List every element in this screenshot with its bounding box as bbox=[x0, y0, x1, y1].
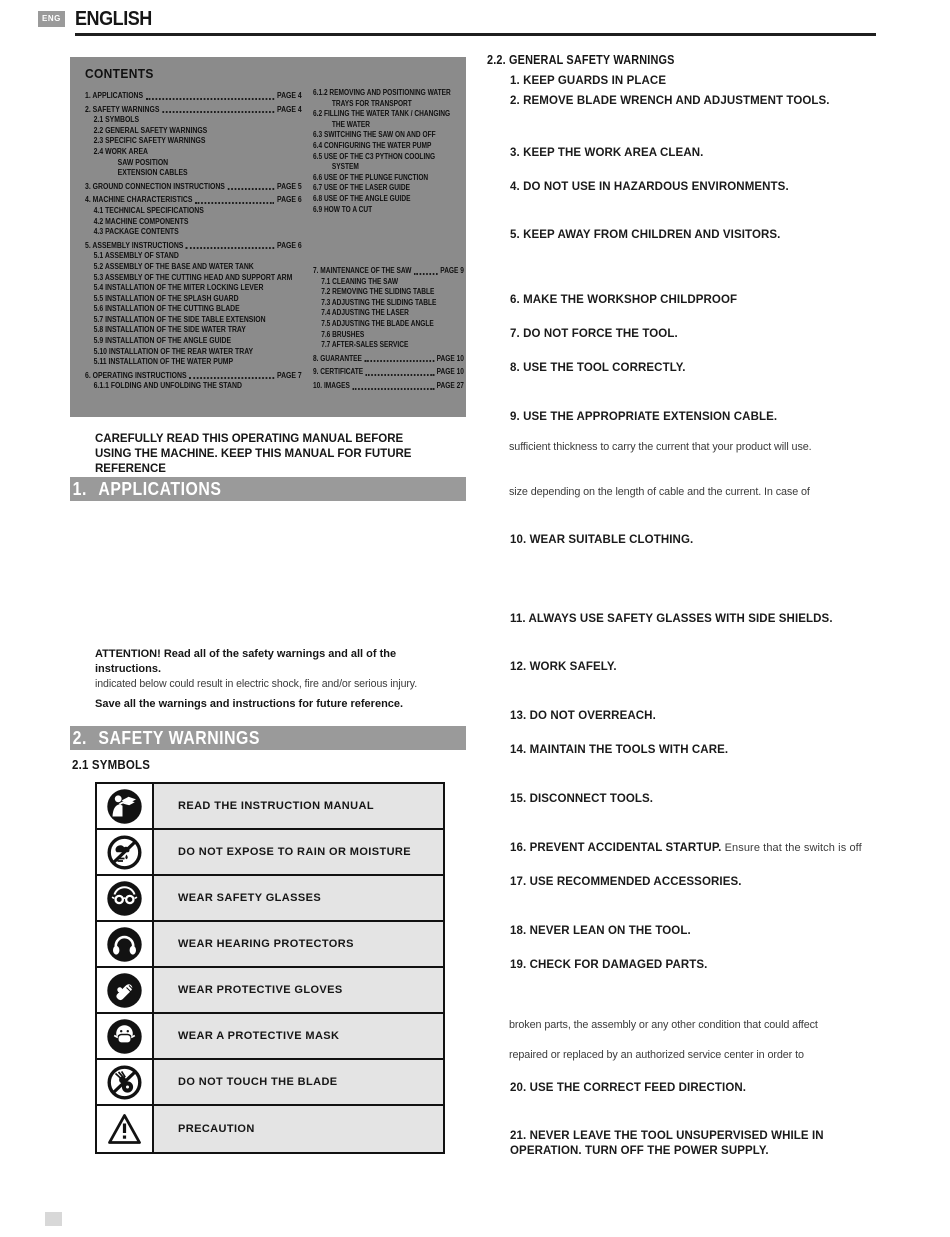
toc-entry-label: 7.2 REMOVING THE SLIDING TABLE bbox=[321, 287, 435, 297]
warning-item: 19. CHECK FOR DAMAGED PARTS. bbox=[510, 959, 708, 971]
warning-item: 20. USE THE CORRECT FEED DIRECTION. bbox=[510, 1082, 747, 1094]
toc-entry-label: 5.11 INSTALLATION OF THE WATER PUMP bbox=[93, 357, 234, 367]
toc-entry-label: 2.3 SPECIFIC SAFETY WARNINGS bbox=[93, 136, 206, 146]
protective-mask-icon bbox=[97, 1014, 154, 1058]
toc-entry-label: 7.7 AFTER-SALES SERVICE bbox=[321, 340, 409, 350]
symbol-label: WEAR SAFETY GLASSES bbox=[154, 876, 443, 920]
dotted-leader bbox=[364, 360, 434, 362]
contents-title: CONTENTS bbox=[85, 66, 154, 81]
toc-entry bbox=[94, 147, 302, 158]
toc-entry-label: 6.6 USE OF THE PLUNGE FUNCTION bbox=[313, 172, 429, 182]
warning-item: 18. NEVER LEAN ON THE TOOL. bbox=[510, 925, 691, 937]
toc-entry-label: 5.1 ASSEMBLY OF STAND bbox=[93, 251, 179, 261]
toc-entry-label: 5.5 INSTALLATION OF THE SPLASH GUARD bbox=[93, 293, 239, 303]
read-manual-icon bbox=[97, 784, 154, 828]
toc-entry-label: 7.6 BRUSHES bbox=[321, 329, 365, 339]
toc-entry-label: 7.5 ADJUSTING THE BLADE ANGLE bbox=[321, 318, 434, 328]
toc-entry bbox=[94, 273, 302, 284]
toc-entry-label: 6.7 USE OF THE LASER GUIDE bbox=[313, 183, 410, 193]
section-number: 1. bbox=[72, 479, 87, 499]
toc-entry-label: 6.5 USE OF THE C3 PYTHON COOLING SYSTEM bbox=[313, 151, 436, 172]
toc-entry bbox=[313, 381, 464, 392]
toc-entry-label: 6.8 USE OF THE ANGLE GUIDE bbox=[313, 193, 411, 203]
toc-entry bbox=[321, 308, 464, 319]
toc-entry bbox=[313, 173, 464, 184]
toc-entry-label: 4.2 MACHINE COMPONENTS bbox=[93, 216, 189, 226]
table-row bbox=[97, 830, 443, 876]
language-badge: ENG bbox=[38, 11, 65, 27]
attention-save-text: Save all the warnings and instructions for future reference. bbox=[95, 698, 404, 710]
dotted-leader bbox=[162, 111, 274, 113]
toc-entry-label: 6. OPERATING INSTRUCTIONS bbox=[85, 370, 187, 380]
toc-entry-label: 5.7 INSTALLATION OF THE SIDE TABLE EXTENSION bbox=[93, 314, 266, 324]
toc-entry-label: 6.4 CONFIGURING THE WATER PUMP bbox=[313, 140, 432, 150]
toc-entry bbox=[313, 194, 464, 205]
symbols-heading: 2.1 SYMBOLS bbox=[72, 758, 151, 772]
no-touch-blade-icon bbox=[97, 1060, 154, 1104]
warning-item bbox=[510, 842, 862, 854]
toc-entry bbox=[313, 88, 464, 109]
warning-item: 9. USE THE APPROPRIATE EXTENSION CABLE. bbox=[510, 411, 778, 423]
toc-entry-label: 2.4 WORK AREA bbox=[93, 146, 149, 156]
toc-entry bbox=[94, 381, 302, 392]
safety-glasses-icon bbox=[97, 876, 154, 920]
toc-entry bbox=[94, 262, 302, 273]
table-row bbox=[97, 1106, 443, 1152]
dotted-leader bbox=[195, 202, 274, 204]
toc-entry bbox=[94, 336, 302, 347]
toc-right-bottom-column bbox=[313, 263, 464, 392]
attention-regular-text: indicated below could result in electric shock, fire and/or serious injury. bbox=[95, 678, 418, 690]
toc-entry-label: EXTENSION CABLES bbox=[117, 168, 188, 178]
toc-entry bbox=[313, 183, 464, 194]
page-number-placeholder bbox=[45, 1212, 62, 1226]
toc-entry-label: 6.1.2 REMOVING AND POSITIONING WATER TRAYS FOR TRANSPORT bbox=[313, 88, 451, 108]
attention-bold-text: ATTENTION! Read all of the safety warnings and all of the instructions. bbox=[95, 648, 397, 675]
warning-item: 17. USE RECOMMENDED ACCESSORIES. bbox=[510, 876, 742, 888]
general-warnings-heading: 2.2. GENERAL SAFETY WARNINGS bbox=[487, 53, 675, 67]
warning-item: 12. WORK SAFELY. bbox=[510, 661, 617, 673]
symbols-table bbox=[95, 782, 445, 1154]
toc-entry bbox=[313, 152, 464, 173]
toc-entry-label: 5.4 INSTALLATION OF THE MITER LOCKING LEVER bbox=[93, 283, 264, 293]
toc-entry bbox=[94, 126, 302, 137]
toc-entry bbox=[313, 367, 464, 378]
warning-item: 7. DO NOT FORCE THE TOOL. bbox=[510, 328, 678, 340]
table-row bbox=[97, 784, 443, 830]
warning-body-text: repaired or replaced by an authorized service center in order to bbox=[509, 1049, 804, 1061]
toc-entry bbox=[85, 182, 302, 193]
symbol-label: WEAR A PROTECTIVE MASK bbox=[154, 1014, 443, 1058]
toc-entry-label: 5.10 INSTALLATION OF THE REAR WATER TRAY bbox=[93, 346, 254, 356]
toc-entry-page: PAGE 7 bbox=[276, 370, 302, 380]
toc-entry bbox=[313, 266, 464, 277]
table-row bbox=[97, 922, 443, 968]
toc-entry-label: 4.1 TECHNICAL SPECIFICATIONS bbox=[93, 205, 204, 215]
toc-entry-label: 8. GUARANTEE bbox=[313, 353, 362, 363]
toc-entry-label: 2. SAFETY WARNINGS bbox=[85, 104, 160, 114]
toc-entry-page: PAGE 10 bbox=[436, 367, 464, 377]
warning-item: 2. REMOVE BLADE WRENCH AND ADJUSTMENT TOOLS. bbox=[510, 95, 830, 107]
warning-item: 1. KEEP GUARDS IN PLACE bbox=[510, 75, 667, 87]
toc-entry-label: 6.3 SWITCHING THE SAW ON AND OFF bbox=[313, 130, 436, 140]
toc-entry-label: 10. IMAGES bbox=[313, 380, 350, 390]
toc-entry bbox=[118, 168, 302, 179]
symbol-label: DO NOT EXPOSE TO RAIN OR MOISTURE bbox=[154, 830, 443, 874]
precaution-icon bbox=[97, 1106, 154, 1152]
toc-entry bbox=[94, 136, 302, 147]
warning-item: 14. MAINTAIN THE TOOLS WITH CARE. bbox=[510, 744, 729, 756]
toc-entry-page: PAGE 4 bbox=[276, 104, 302, 114]
dotted-leader bbox=[189, 377, 274, 379]
dotted-leader bbox=[227, 188, 274, 190]
warning-item: 4. DO NOT USE IN HAZARDOUS ENVIRONMENTS. bbox=[510, 181, 789, 193]
toc-entry-label: 2.1 SYMBOLS bbox=[93, 115, 140, 125]
hearing-protectors-icon bbox=[97, 922, 154, 966]
read-manual-notice: CAREFULLY READ THIS OPERATING MANUAL BEFORE USING THE MACHINE. KEEP THIS MANUAL FOR FUTURE REFERENCE bbox=[95, 433, 412, 475]
symbol-label: READ THE INSTRUCTION MANUAL bbox=[154, 784, 443, 828]
warning-body-text: size depending on the length of cable and the current. In case of bbox=[509, 486, 810, 498]
toc-entry-label: SAW POSITION bbox=[117, 157, 169, 167]
toc-entry bbox=[321, 340, 464, 351]
toc-entry-label: 4.3 PACKAGE CONTENTS bbox=[93, 227, 179, 237]
dotted-leader bbox=[352, 388, 434, 390]
toc-entry bbox=[94, 294, 302, 305]
toc-entry bbox=[94, 115, 302, 126]
toc-entry bbox=[118, 158, 302, 169]
toc-entry bbox=[313, 109, 464, 130]
warning-item: 13. DO NOT OVERREACH. bbox=[510, 710, 656, 722]
toc-entry-label: 3. GROUND CONNECTION INSTRUCTIONS bbox=[85, 181, 225, 191]
toc-entry bbox=[313, 205, 464, 216]
table-row bbox=[97, 968, 443, 1014]
warning-item-tail: Ensure that the switch is off bbox=[721, 842, 862, 854]
toc-entry bbox=[94, 227, 302, 238]
warning-item: 6. MAKE THE WORKSHOP CHILDPROOF bbox=[510, 294, 738, 306]
toc-entry bbox=[85, 91, 302, 102]
toc-entry bbox=[94, 283, 302, 294]
protective-gloves-icon bbox=[97, 968, 154, 1012]
toc-entry bbox=[94, 251, 302, 262]
toc-entry bbox=[85, 195, 302, 206]
toc-entry bbox=[321, 277, 464, 288]
toc-entry bbox=[94, 217, 302, 228]
symbol-label: DO NOT TOUCH THE BLADE bbox=[154, 1060, 443, 1104]
table-row bbox=[97, 1060, 443, 1106]
toc-entry-label: 7. MAINTENANCE OF THE SAW bbox=[313, 266, 412, 275]
toc-entry-label: 5.6 INSTALLATION OF THE CUTTING BLADE bbox=[93, 304, 240, 314]
toc-entry bbox=[85, 371, 302, 382]
contents-box bbox=[70, 57, 466, 417]
toc-entry-label: 1. APPLICATIONS bbox=[85, 91, 144, 100]
symbol-label: WEAR PROTECTIVE GLOVES bbox=[154, 968, 443, 1012]
toc-entry bbox=[85, 241, 302, 252]
toc-entry-label: 5.2 ASSEMBLY OF THE BASE AND WATER TANK bbox=[93, 261, 254, 271]
toc-entry-label: 5.3 ASSEMBLY OF THE CUTTING HEAD AND SUPPORT ARM bbox=[93, 272, 293, 282]
toc-entry-label: 6.9 HOW TO A CUT bbox=[313, 204, 373, 214]
toc-entry bbox=[321, 287, 464, 298]
toc-entry-page: PAGE 6 bbox=[276, 240, 302, 250]
toc-entry bbox=[313, 130, 464, 141]
toc-entry-label: 5.9 INSTALLATION OF THE ANGLE GUIDE bbox=[93, 336, 232, 346]
toc-entry bbox=[94, 325, 302, 336]
toc-entry-page: PAGE 5 bbox=[276, 181, 302, 191]
no-rain-icon bbox=[97, 830, 154, 874]
symbol-label: WEAR HEARING PROTECTORS bbox=[154, 922, 443, 966]
toc-entry bbox=[94, 304, 302, 315]
toc-entry bbox=[94, 347, 302, 358]
toc-left-column bbox=[85, 88, 302, 392]
warning-item: 10. WEAR SUITABLE CLOTHING. bbox=[510, 534, 694, 546]
toc-entry bbox=[85, 105, 302, 116]
toc-entry bbox=[94, 315, 302, 326]
warning-item: 5. KEEP AWAY FROM CHILDREN AND VISITORS. bbox=[510, 229, 781, 241]
section-2-header bbox=[70, 726, 466, 750]
toc-right-top-column bbox=[313, 88, 464, 215]
table-row bbox=[97, 876, 443, 922]
warning-item: 8. USE THE TOOL CORRECTLY. bbox=[510, 362, 686, 374]
toc-entry-page: PAGE 4 bbox=[276, 91, 302, 100]
toc-entry-label: 2.2 GENERAL SAFETY WARNINGS bbox=[93, 125, 208, 135]
toc-entry-page: PAGE 6 bbox=[276, 195, 302, 205]
toc-entry-label: 7.1 CLEANING THE SAW bbox=[321, 276, 399, 286]
toc-entry-label: 7.4 ADJUSTING THE LASER bbox=[321, 308, 409, 318]
page-title: ENGLISH bbox=[75, 8, 152, 30]
toc-entry-page: PAGE 27 bbox=[436, 380, 464, 390]
section-number: 2. bbox=[72, 728, 87, 748]
section-title: SAFETY WARNINGS bbox=[98, 728, 260, 748]
attention-block bbox=[95, 647, 475, 712]
dotted-leader bbox=[366, 374, 435, 376]
dotted-leader bbox=[186, 247, 274, 249]
toc-entry bbox=[313, 354, 464, 365]
warning-item: 15. DISCONNECT TOOLS. bbox=[510, 793, 654, 805]
warning-item: 11. ALWAYS USE SAFETY GLASSES WITH SIDE SHIELDS. bbox=[510, 613, 833, 625]
section-1-header bbox=[70, 477, 466, 501]
toc-entry-label: 5. ASSEMBLY INSTRUCTIONS bbox=[85, 240, 184, 250]
toc-entry-label: 7.3 ADJUSTING THE SLIDING TABLE bbox=[321, 297, 437, 307]
section-title: APPLICATIONS bbox=[98, 479, 222, 499]
toc-entry bbox=[321, 319, 464, 330]
toc-entry-page: PAGE 10 bbox=[436, 353, 464, 363]
warning-item: 3. KEEP THE WORK AREA CLEAN. bbox=[510, 147, 704, 159]
toc-entry-label: 9. CERTIFICATE bbox=[313, 367, 364, 377]
warning-body-text: broken parts, the assembly or any other condition that could affect bbox=[509, 1019, 818, 1031]
toc-entry-label: 6.2 FILLING THE WATER TANK / CHANGING THE WATER bbox=[313, 109, 451, 129]
toc-entry bbox=[321, 298, 464, 309]
table-row bbox=[97, 1014, 443, 1060]
toc-entry-label: 5.8 INSTALLATION OF THE SIDE WATER TRAY bbox=[93, 325, 246, 335]
warning-body-text: sufficient thickness to carry the current that your product will use. bbox=[509, 441, 812, 453]
symbol-label: PRECAUTION bbox=[154, 1106, 443, 1152]
toc-entry bbox=[321, 330, 464, 341]
toc-entry bbox=[313, 141, 464, 152]
toc-entry-page: PAGE 9 bbox=[440, 266, 464, 275]
warning-item: 21. NEVER LEAVE THE TOOL UNSUPERVISED WHILE IN OPERATION. TURN OFF THE POWER SUPPLY. bbox=[510, 1130, 824, 1157]
dotted-leader bbox=[146, 98, 275, 100]
warning-item-bold: 16. PREVENT ACCIDENTAL STARTUP. bbox=[510, 842, 722, 854]
toc-entry bbox=[94, 357, 302, 368]
dotted-leader bbox=[414, 273, 438, 275]
general-safety-warnings-section bbox=[487, 0, 917, 1237]
toc-entry-label: 6.1.1 FOLDING AND UNFOLDING THE STAND bbox=[93, 381, 242, 391]
toc-entry-label: 4. MACHINE CHARACTERISTICS bbox=[85, 195, 193, 205]
toc-entry bbox=[94, 206, 302, 217]
